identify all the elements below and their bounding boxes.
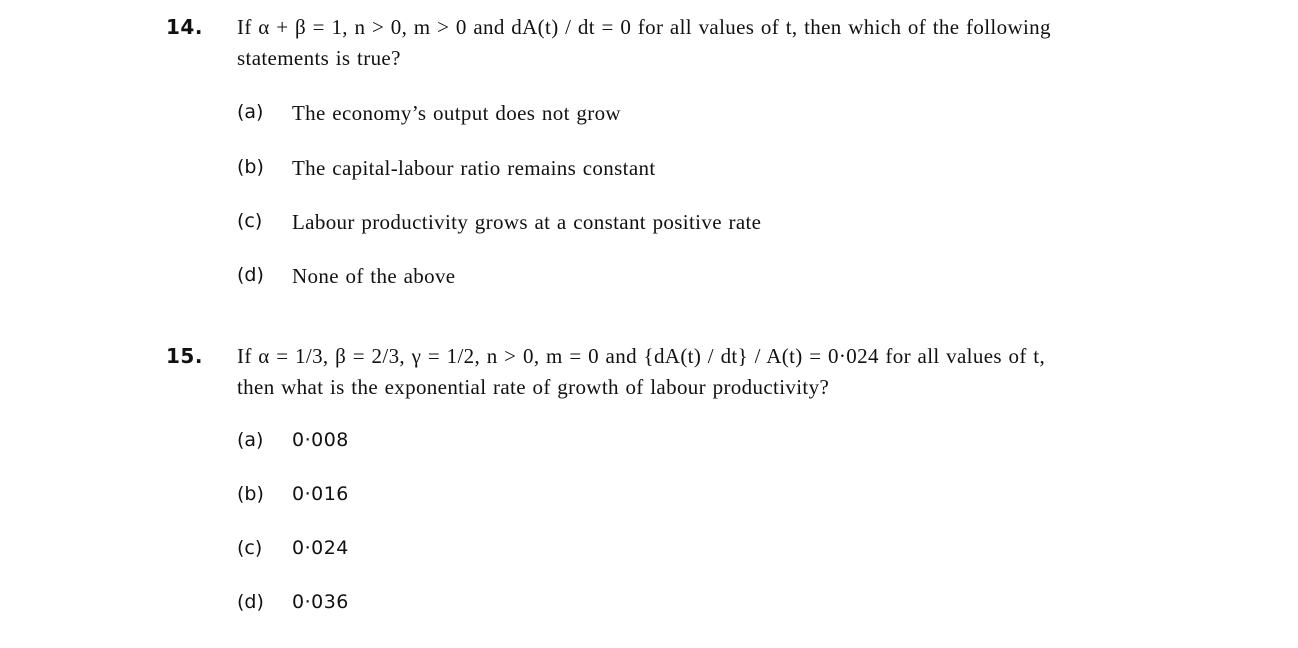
option-text: 0·024 — [292, 537, 349, 559]
option-text: The economy’s output does not grow — [292, 101, 621, 125]
question-number: 15. — [166, 344, 203, 368]
option-letter: (c) — [237, 210, 263, 232]
question-stem — [237, 341, 1177, 403]
option-text: Labour productivity grows at a constant positive rate — [292, 210, 762, 234]
option-letter: (b) — [237, 483, 264, 505]
option-text: None of the above — [292, 264, 456, 288]
option-text: The capital-labour ratio remains constant — [292, 156, 656, 180]
option-letter: (a) — [237, 429, 264, 451]
option-letter: (c) — [237, 537, 263, 559]
option-letter: (d) — [237, 591, 264, 613]
option-text: 0·008 — [292, 429, 349, 451]
option-text: 0·016 — [292, 483, 349, 505]
option-letter: (b) — [237, 156, 264, 178]
option-text: 0·036 — [292, 591, 349, 613]
question-stem-line: statements is true? — [237, 46, 401, 70]
question-stem-line: then what is the exponential rate of growth of labour productivity? — [237, 375, 830, 399]
question-stem — [237, 12, 1177, 74]
option-letter: (a) — [237, 101, 264, 123]
question-number: 14. — [166, 15, 203, 39]
question-stem-line: If α + β = 1, n > 0, m > 0 and dA(t) / dt = 0 for all values of t, then which of the following — [237, 15, 1051, 39]
question-stem-line: If α = 1/3, β = 2/3, γ = 1/2, n > 0, m = 0 and {dA(t) / dt} / A(t) = 0·024 for all values of t, — [237, 344, 1046, 368]
option-letter: (d) — [237, 264, 264, 286]
